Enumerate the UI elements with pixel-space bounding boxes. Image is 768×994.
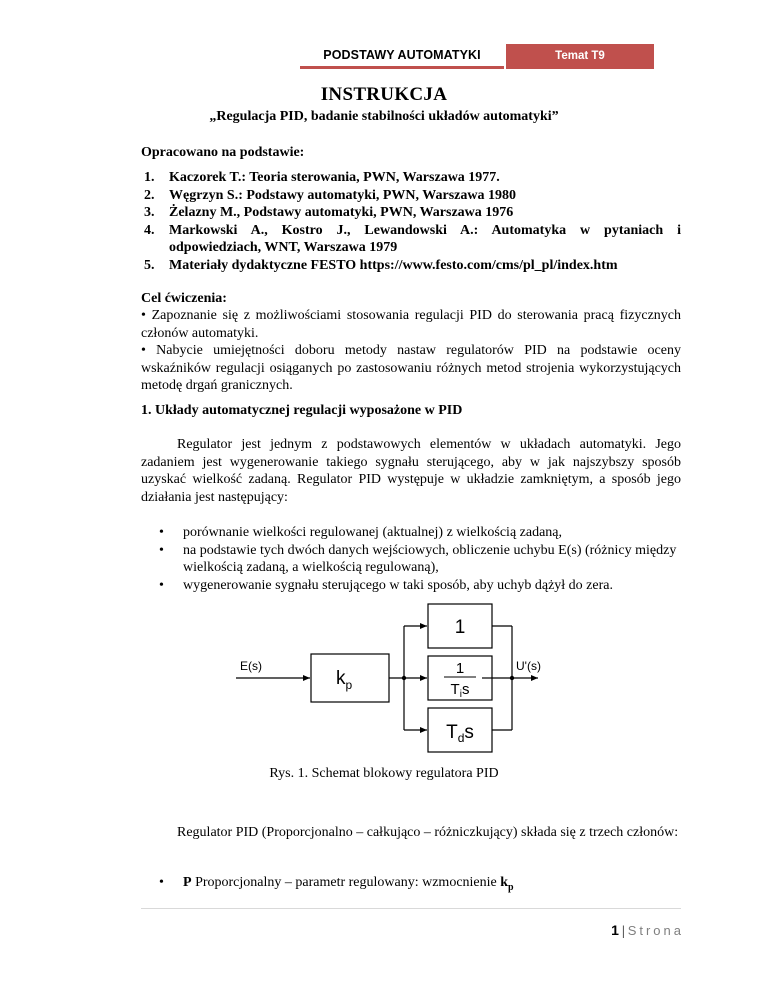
source-number: 3.	[144, 205, 155, 220]
i-block-numerator: 1	[455, 660, 465, 677]
figure-caption: Rys. 1. Schemat blokowy regulatora PID	[269, 766, 499, 781]
list-item: • na podstawie tych dwóch danych wejściowych, obliczenie uchybu E(s) (różnicy między wielkością zadaną, a wielkością regulowaną),	[159, 542, 677, 575]
paragraph-2: Regulator PID (Proporcjonalno – całkująco – różniczkujący) składa się z trzech członów:	[177, 825, 679, 840]
sources-heading: Opracowano na podstawie:	[141, 145, 305, 160]
source-number: 5.	[144, 257, 155, 273]
bullet-dot-icon: •	[159, 875, 164, 890]
output-label: U'(s)	[516, 659, 541, 673]
list-item: • wygenerowanie sygnału sterującego w taki sposób, aby uchyb dążył do zera.	[159, 577, 613, 593]
bullet-dot-icon: •	[159, 577, 164, 593]
footer-divider	[141, 908, 681, 909]
p-block-label: 1	[454, 617, 466, 638]
header-course-title: PODSTAWY AUTOMATYKI	[300, 44, 504, 69]
source-text: Węgrzyn S.: Podstawy automatyki, PWN, Warszawa 1980	[169, 187, 517, 203]
sum-node	[510, 676, 514, 680]
source-number: 4.	[144, 222, 155, 238]
source-item	[141, 169, 681, 187]
bullet-dot-icon: •	[159, 542, 164, 558]
i-block-denominator: $T_is$	[450, 681, 470, 700]
source-item	[141, 222, 681, 257]
d-block-label: $T_ds$	[446, 722, 474, 745]
page-footer	[524, 922, 684, 940]
source-text: Żelazny M., Podstawy automatyki, PWN, Warszawa 1976	[169, 205, 514, 220]
section-1-heading: 1. Układy automatycznej regulacji wyposażone w PID	[141, 403, 463, 418]
goal-item-1: • Zapoznanie się z możliwościami stosowania regulacji PID do sterowania pracą fizycznych członów automatyki.	[141, 308, 681, 341]
sources-list	[141, 169, 681, 274]
page-label: Strona	[627, 923, 684, 938]
bullet-list-p	[141, 874, 681, 896]
source-text: Markowski A., Kostro J., Lewandowski A.: Automatyka w pytaniach i odpowiedziach, WNT, Warszawa 1979	[169, 222, 681, 255]
source-text: Materiały dydaktyczne FESTO https://www.festo.com/cms/pl_pl/index.htm	[169, 257, 618, 273]
d-block	[428, 708, 492, 752]
document-title: INSTRUKCJA	[320, 84, 448, 105]
page-header	[300, 44, 654, 70]
gain-label: $k_p$	[336, 668, 353, 692]
header-topic-badge: Temat T9	[506, 44, 654, 69]
source-item	[141, 187, 681, 205]
paragraph-1: Regulator jest jednym z podstawowych elementów w układach automatyki. Jego zadaniem jest wygenerowanie takiego sygnału sterującego, aby w jak najszybszy sposób uzyskać wielkość zadaną. Regulator PID występuje w układzie zamkniętym, a sposób jego działania jest następujący:	[141, 437, 681, 505]
source-number: 2.	[144, 187, 155, 203]
list-item: • porównanie wielkości regulowanej (aktualnej) z wielkością zadaną,	[159, 525, 563, 540]
source-item	[141, 204, 681, 222]
branch-node	[402, 676, 406, 680]
source-number: 1.	[144, 170, 155, 185]
goal-item-2: • Nabycie umiejętności doboru metody nastaw regulatorów PID na podstawie oceny wskaźników regulacji osiąganych po zastosowaniu różnych metod strojenia wykorzystujących metodę drgań granicznych.	[141, 343, 681, 393]
goal-heading: Cel ćwiczenia:	[141, 291, 227, 306]
footer-separator: |	[621, 924, 625, 939]
pid-block-diagram	[222, 598, 542, 758]
list-item: • P Proporcjonalny – parametr regulowany: wzmocnienie $k_p$	[159, 875, 514, 893]
page-number: 1	[611, 922, 619, 938]
document-subtitle: „Regulacja PID, badanie stabilności układów automatyki”	[209, 109, 559, 124]
source-item	[141, 257, 681, 275]
source-text: Kaczorek T.: Teoria sterowania, PWN, Warszawa 1977.	[169, 170, 500, 185]
bullet-dot-icon: •	[159, 525, 164, 540]
input-label: E(s)	[240, 659, 262, 673]
bullet-list	[141, 524, 681, 594]
